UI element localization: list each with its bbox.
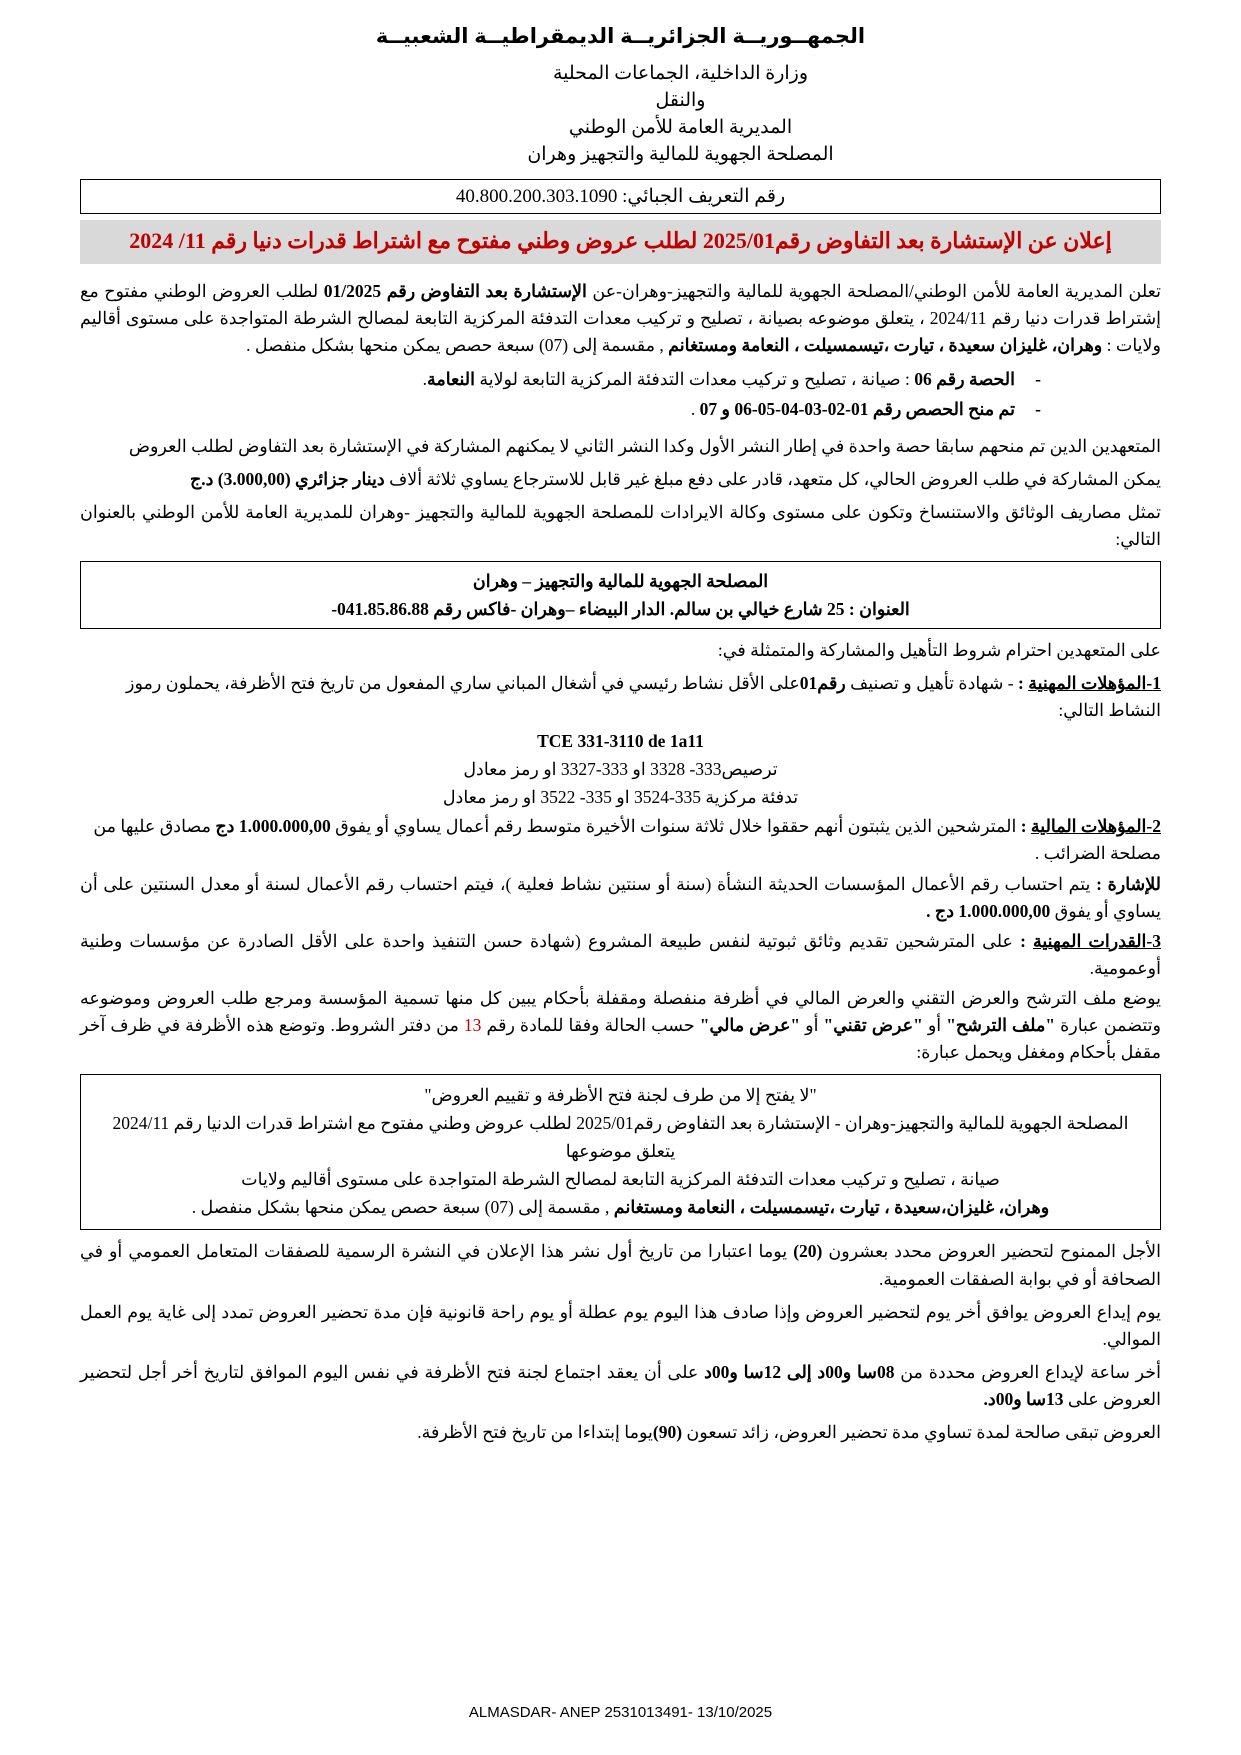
envelope-box-line-1: "لا يفتح إلا من طرف لجنة فتح الأظرفة و تقييم العروض" — [424, 1085, 817, 1106]
qual-0-label: 1-المؤهلات المهنية — [1028, 673, 1161, 694]
qual-1-amount: 1.000.000,00 دج — [215, 816, 331, 837]
env-line-2e: أو — [800, 1015, 824, 1036]
footer-reference: ALMASDAR- ANEP 2531013491- 13/10/2025 — [468, 1704, 773, 1721]
qualification-financial — [80, 813, 1161, 867]
conditions-intro: على المتعهدين احترام شروط التأهيل والمشاركة والمتمثلة في: — [717, 640, 1161, 661]
activity-code-1: TCE 331-3110 de 1a11 — [537, 730, 704, 751]
participation-fee — [80, 466, 1161, 493]
env-label-financial: "عرض مالي" — [699, 1015, 801, 1036]
fee-amount: دينار جزائري (3.000,00) د.ج — [189, 468, 385, 489]
intro-text-a: تعلن المديرية العامة للأمن الوطني/المصلحة الجهوية للمالية والتجهيز-وهران-عن — [586, 280, 1161, 301]
deadline-days: (20) — [793, 1241, 823, 1262]
intro-text-b: الإستشارة بعد التفاوض رقم — [386, 280, 587, 301]
hours-c: على أن يعقد اجتماع لجنة فتح الأظرفة في نفس اليوم الموافق لتاريخ أخر أجل لتحضير العروض على — [80, 1361, 1161, 1410]
org-line-4: المصلحة الجهوية للمالية والتجهيز وهران — [527, 143, 834, 165]
organization-header — [80, 61, 1161, 169]
qual-2-text-a: على المترشحين تقديم وثائق ثبوتية لنفس طبيعة المشروع (شهادة حسن التنفيذ واحدة على الأقل الصادرة عن مؤسسات وطنية أوعمومية. — [80, 930, 1161, 978]
article-number: 13 — [463, 1015, 482, 1036]
qual-2-colon: : — [1013, 930, 1033, 951]
validity-days: (90) — [652, 1422, 683, 1443]
validity-c: يوما إبتداءا من تاريخ فتح الأظرفة. — [417, 1422, 653, 1443]
lots-list — [80, 365, 1161, 425]
intro-text-f: , مقسمة إلى (07) سبعة حصص يمكن منحها بشكل منفصل . — [246, 335, 664, 356]
intro-text-c: 01/2025 — [318, 280, 387, 301]
qualification-financial-note — [80, 871, 1161, 925]
env-line-3: وتوضع هذه الأظرفة في ظرف آخر مقفل بأحكام ومغفل ويحمل عبارة: — [80, 1015, 1161, 1063]
hours-a: أخر ساعة لإيداع العروض محددة من — [894, 1361, 1161, 1382]
envelope-paragraph — [80, 985, 1161, 1066]
intro-paragraph — [80, 278, 1161, 359]
lot-suffix-0: . — [422, 369, 427, 390]
qual-1-text-a: المترشحين الذين يثبتون أنهم حققوا خلال ثلاثة سنوات الأخيرة متوسط رقم أعمال يساوي أو يفوق — [330, 816, 1017, 837]
note-text-a: يتم احتساب رقم الأعمال المؤسسات الحديثة النشأة (سنة أو سنتين نشاط فعلية )، فيتم احتساب رقم الأعمال لسنة أو معدل السنتين على أن يساوي أو يفوق — [80, 873, 1161, 921]
qual-2-label: 3-القدرات المهنية — [1033, 930, 1162, 951]
deadline-holiday-rule: يوم إيداع العروض يوافق أخر يوم لتحضير العروض وإذا صادف هذا اليوم يوم عطلة أو يوم راحة قانونية فإن مدة تحضير العروض تمدد إلى غاية يوم العمل الموالي. — [80, 1301, 1161, 1349]
qualification-capacity — [80, 928, 1161, 982]
qual-0-colon: : — [1013, 673, 1029, 694]
page-title: الجمهــوريــة الجزائريــة الديمقراطيــة الشعبيــة — [375, 25, 866, 48]
qual-1-label: 2-المؤهلات المالية — [1030, 816, 1161, 837]
env-line-2c: أو — [922, 1015, 947, 1036]
env-line-1: يوضع ملف الترشح والعرض التقني والعرض المالي في أظرفة منفصلة ومقفلة بأحكام يبين كل منها تسمية المؤسسة ومرجع طلب العروض — [156, 988, 1162, 1009]
deadline-p1-a: الأجل الممنوح لتحضير العروض محدد بعشرون — [822, 1241, 1161, 1262]
envelope-box-line-2: المصلحة الجهوية للمالية والتجهيز-وهران - الإستشارة بعد التفاوض رقم2025/01 لطلب عروض وطني مفتوح مع اشتراط قدرات الدنيا رقم 2024/11 — [112, 1113, 1129, 1134]
list-item — [80, 395, 1041, 425]
envelope-box-line-5-normal: , مقسمة إلى (07) سبعة حصص يمكن منحها بشكل منفصل . — [191, 1197, 610, 1218]
fee-text-a: يمكن المشاركة في طلب العروض الحالي، كل متعهد، قادر على دفع مبلغ غير قابل للاسترجاع يساوي ثلاثة ألاف — [384, 468, 1161, 489]
org-line-3: المديرية العامة للأمن الوطني — [568, 116, 793, 138]
envelope-box-line-3: يتعلق موضوعها — [565, 1141, 676, 1162]
qual-0-text-b: رقم01 — [799, 673, 846, 694]
lot-mid-0: : صيانة ، تصليح و تركيب معدات التدفئة المركزية التابعة لولاية — [474, 369, 910, 390]
address-box — [80, 561, 1161, 629]
qual-0-text-c: على الأقل نشاط رئيسي في أشغال المباني ساري المفعول من تاريخ فتح الأظرفة، يحملون رموز النشاط التالي: — [126, 673, 1161, 721]
hours-range: 08سا و00د إلى 12سا و00د — [704, 1361, 895, 1382]
lot-label-1: تم منح الحصص رقم 01-02-03-04-05-06 و 07 — [695, 398, 1015, 419]
qualification-professional — [80, 670, 1161, 724]
announcement-title: إعلان عن الإستشارة بعد التفاوض رقم2025/01 لطلب عروض وطني مفتوح مع اشتراط قدرات دنيا رقم 11/ 2024 — [80, 220, 1161, 264]
deadline-submission-hours — [80, 1359, 1161, 1413]
note-amount: 1.000.000,00 دج . — [926, 900, 1051, 921]
env-line-2g: حسب الحالة وفقا للمادة رقم — [481, 1015, 700, 1036]
tax-id-box: رقم التعريف الجبائي: 40.800.200.303.1090 — [80, 179, 1161, 214]
qual-1-text-c: مصادق عليها من مصلحة الضرائب . — [93, 816, 1161, 864]
note-label: للإشارة : — [1096, 873, 1161, 894]
lot-label-0: الحصة رقم 06 — [909, 369, 1015, 390]
intro-wilayas: وهران، غليزان سعيدة ، تيارت ،تيسمسيلت ، النعامة ومستغانم — [663, 335, 1103, 356]
deadline-preparation — [80, 1238, 1161, 1292]
env-line-2a: وموضوعه وتتضمن عبارة — [80, 988, 1162, 1036]
activity-code-2: ترصيص333- 3328 او 333-3327 او رمز معادل — [463, 758, 778, 779]
validity-a: العروض تبقى صالحة لمدة تساوي مدة تحضير العروض، زائد تسعون — [682, 1422, 1161, 1443]
list-item — [80, 365, 1041, 395]
address-line-1: المصلحة الجهوية للمالية والتجهيز – وهران — [472, 571, 769, 592]
participation-payment-location: تمثل مصاريف الوثائق والاستنساخ وتكون على مستوى وكالة الايرادات للمصلحة الجهوية للمالية والتجهيز -وهران للمديرية العامة للأمن الوطني بالعنوان التالي: — [80, 501, 1161, 550]
envelope-box-wilayas: وهران، غليزان،سعيدة ، تيارت ،تيسمسيلت ، النعامة ومستغانم — [609, 1197, 1050, 1218]
qual-0-text-a: - شهادة تأهيل و تصنيف — [845, 673, 1014, 694]
address-line-2: العنوان : 25 شارع خيالي بن سالم. الدار البيضاء –وهران -فاكس رقم 041.85.86.88- — [331, 599, 910, 620]
env-label-candidacy: "ملف الترشح" — [946, 1015, 1056, 1036]
lot-bold2-0: النعامة — [426, 369, 475, 390]
activity-code-3: تدفئة مركزية 335-3524 او 335- 3522 او رمز معادل — [442, 787, 799, 808]
qual-1-colon: : — [1016, 816, 1031, 837]
env-line-2h: من دفتر الشروط. — [330, 1015, 464, 1036]
org-line-1: وزارة الداخلية، الجماعات المحلية — [552, 63, 809, 84]
participation-restriction: المتعهدين الدين تم منحهم سابقا حصة واحدة في إطار النشر الأول وكدا النشر الثاني لا يمكنهم المشاركة في الإستشارة بعد التفاوض لطلب العروض — [128, 435, 1161, 456]
offer-validity — [80, 1419, 1161, 1446]
intro-text-d: لطلب العروض الوطني مفتوح مع إشتراط قدرات دنيا رقم 2024/11 ، يتعلق موضوعه بصيانة ، تصليح و تركيب معدات التدفئة المركزية التابعة لمصالح الشرطة المتواجدة على مستوى أقاليم ولايات : — [80, 280, 1161, 356]
org-line-2: والنقل — [655, 89, 706, 111]
envelope-box-line-5 — [91, 1193, 1150, 1221]
env-label-technical: "عرض تقني" — [823, 1015, 923, 1036]
envelope-box-line-4: صيانة ، تصليح و تركيب معدات التدفئة المركزية التابعة لمصالح الشرطة المتواجدة على مستوى أقاليم ولايات — [241, 1169, 1000, 1190]
deadline-p1-c: يوما اعتبارا من تاريخ أول نشر هذا الإعلان في النشرة الرسمية للصفقات المتعامل العمومي أو في الصحافة أو في بوابة الصفقات العمومية. — [80, 1241, 1161, 1289]
lot-mid-1: . — [690, 398, 696, 419]
opening-time: 13سا و00د. — [983, 1389, 1064, 1410]
envelope-label-box — [80, 1074, 1161, 1230]
